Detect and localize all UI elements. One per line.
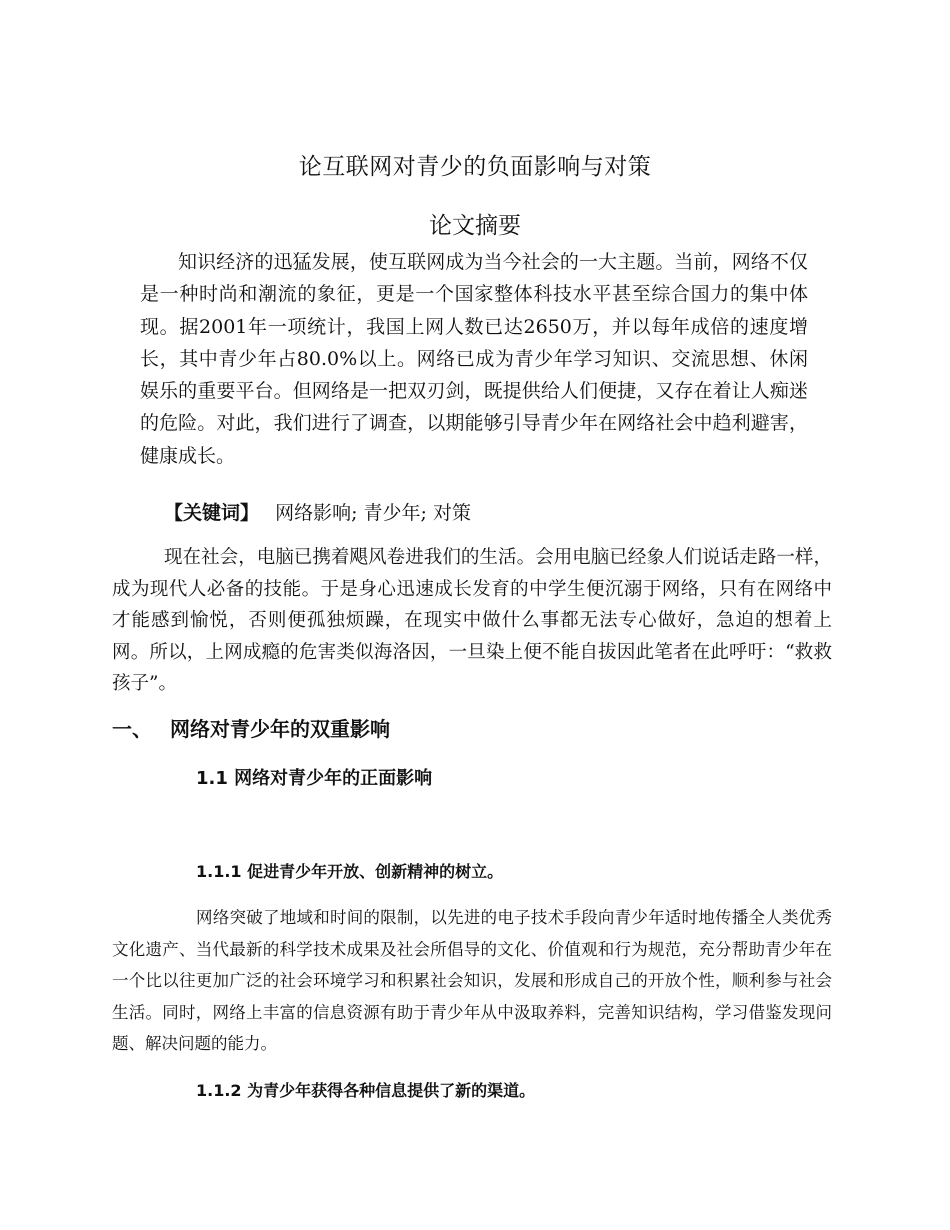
section-1-title: 网络对青少年的双重影响 xyxy=(170,717,390,741)
keywords-line xyxy=(164,498,471,525)
section-1-heading xyxy=(112,713,390,742)
section-1-number: 一、 xyxy=(112,717,152,741)
abstract-heading: 论文摘要 xyxy=(429,213,521,239)
section-1-1-1-paragraph: 网络突破了地域和时间的限制，以先进的电子技术手段向青少年适时地传播全人类优秀文化遗产、当代最新的科学技术成果及社会所倡导的文化、价值观和行为规范，充分帮助青少年在一个比以往更加广泛的社会环境学习和积累社会知识，发展和形成自己的开放个性，顺利参与社会生活。同时，网络上丰富的信息资源有助于青少年从中汲取养料，完善知识结构，学习借鉴发现问题、解决问题的能力。 xyxy=(112,908,832,1053)
section-1-1-heading: 1.1 网络对青少年的正面影响 xyxy=(196,768,433,789)
intro-paragraph: 现在社会，电脑已携着飓风卷进我们的生活。会用电脑已经象人们说话走路一样，成为现代人必备的技能。于是身心迅速成长发育的中学生便沉溺于网络，只有在网络中才能感到愉悦，否则便孤独烦躁，在现实中做什么事都无法专心做好，急迫的想着上网。所以，上网成瘾的危害类似海洛因，一旦染上便不能自拔因此笔者在此呼吁：“救救孩子”。 xyxy=(112,547,832,695)
section-1-1-1-heading: 1.1.1 促进青少年开放、创新精神的树立。 xyxy=(196,862,504,881)
section-1-1-2-heading: 1.1.2 为青少年获得各种信息提供了新的渠道。 xyxy=(196,1081,536,1100)
paper-title: 论互联网对青少的负面影响与对策 xyxy=(298,154,652,180)
keywords-text: 网络影响; 青少年; 对策 xyxy=(275,502,471,524)
keywords-label: 【关键词】 xyxy=(164,502,260,524)
abstract-paragraph: 知识经济的迅猛发展，使互联网成为当今社会的一大主题。当前，网络不仅是一种时尚和潮流的象征，更是一个国家整体科技水平甚至综合国力的集中体现。据2001年一项统计，我国上网人数已达2650万，并以每年成倍的速度增长，其中青少年占80.0%以上。网络已成为青少年学习知识、交流思想、休闲娱乐的重要平台。但网络是一把双刃剑，既提供给人们便捷，又存在着让人痴迷的危险。对此，我们进行了调查，以期能够引导青少年在网络社会中趋利避害，健康成长。 xyxy=(140,251,808,467)
